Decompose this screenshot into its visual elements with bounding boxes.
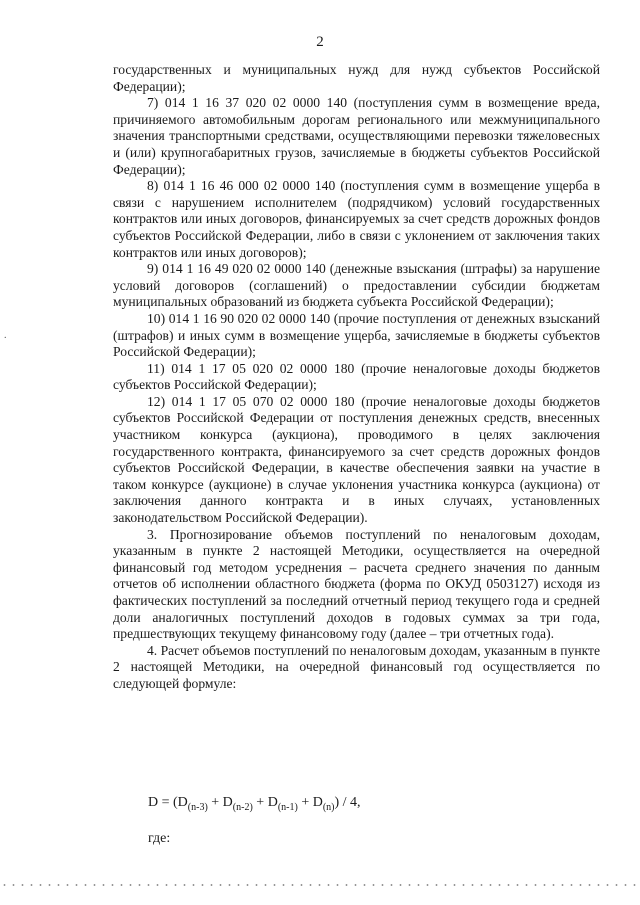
formula-lhs: D = (D xyxy=(148,795,188,810)
formula-sub-n3: (n-3) xyxy=(187,801,208,813)
formula-sub-n2: (n-2) xyxy=(232,801,253,813)
paragraph-item-11: 11) 014 1 17 05 020 02 0000 180 (прочие неналоговые доходы бюджетов субъектов Российской Федерации); xyxy=(113,360,600,393)
formula-plus-2: + D xyxy=(252,795,278,810)
document-body xyxy=(113,62,600,693)
paragraph-item-12: 12) 014 1 17 05 070 02 0000 180 (прочие неналоговые доходы бюджетов субъектов Российской Федерации от поступления денежных средств, внесенных участником конкурса (аукциона), проводимого в целях заключения государственного контракта, финансируемого за счет средств дорожных фондов субъектов Российской Федерации, в качестве обеспечения заявки на участие в таком конкурсе (аукционе) в случае уклонения участника конкурса (аукциона) от заключения данного контракта и в иных случаях, установленных законодательством Российской Федерации). xyxy=(113,393,600,526)
scan-artifact-line xyxy=(0,883,640,887)
formula-sub-n: (n) xyxy=(322,801,335,813)
paragraph-section-3: 3. Прогнозирование объемов поступлений по неналоговым доходам, указанным в пункте 2 настоящей Методики, осуществляется на очередной финансовый год методом усреднения – расчета среднего значения по данным отчетов об исполнении областного бюджета (форма по ОКУД 0503127) исходя из фактических поступлений за последний отчетный период текущего года и средней доли аналогичных поступлений доходов в годовых суммах за три года, предшествующих текущему финансовому году (далее – три отчетных года). xyxy=(113,526,600,642)
paragraph-item-9: 9) 014 1 16 49 020 02 0000 140 (денежные взыскания (штрафы) за нарушение условий договоров (соглашений) о предоставлении субсидии бюджетам муниципальных образований из бюджета субъекта Российской Федерации); xyxy=(113,261,600,310)
paragraph-section-4: 4. Расчет объемов поступлений по неналоговым доходам, указанным в пункте 2 настоящей Методики, на очередной финансовый год осуществляется по следующей формуле: xyxy=(113,642,600,691)
paragraph-item-10: 10) 014 1 16 90 020 02 0000 140 (прочие поступления от денежных взысканий (штрафов) и иных сумм в возмещение ущерба, зачисляемые в бюджеты субъектов Российской Федерации); xyxy=(113,310,600,360)
page-number: 2 xyxy=(316,34,324,50)
margin-mark: . xyxy=(4,330,7,341)
formula-plus-1: + D xyxy=(207,795,233,810)
paragraph-item-8: 8) 014 1 16 46 000 02 0000 140 (поступления сумм в возмещение ущерба в связи с нарушением исполнителем (подрядчиком) условий государственных контрактов или иных договоров, финансируемых за счет средств дорожных фондов субъектов Российской Федерации, либо в связи с уклонением от заключения таких контрактов или иных договоров); xyxy=(113,178,600,260)
where-label: где: xyxy=(148,831,171,846)
formula-sub-n1: (n-1) xyxy=(277,801,298,813)
formula xyxy=(148,795,361,813)
formula-plus-3: + D xyxy=(297,795,323,810)
paragraph-continuation: государственных и муниципальных нужд для нужд субъектов Российской Федерации); xyxy=(113,62,600,94)
formula-tail: ) / 4, xyxy=(334,795,361,810)
paragraph-item-7: 7) 014 1 16 37 020 02 0000 140 (поступления сумм в возмещение вреда, причиняемого автомобильным дорогам регионального или межмуниципального значения транспортными средствами, осуществляющими перевозки тяжеловесных и (или) крупногабаритных грузов, зачисляемые в бюджеты субъектов Российской Федерации); xyxy=(113,95,600,177)
